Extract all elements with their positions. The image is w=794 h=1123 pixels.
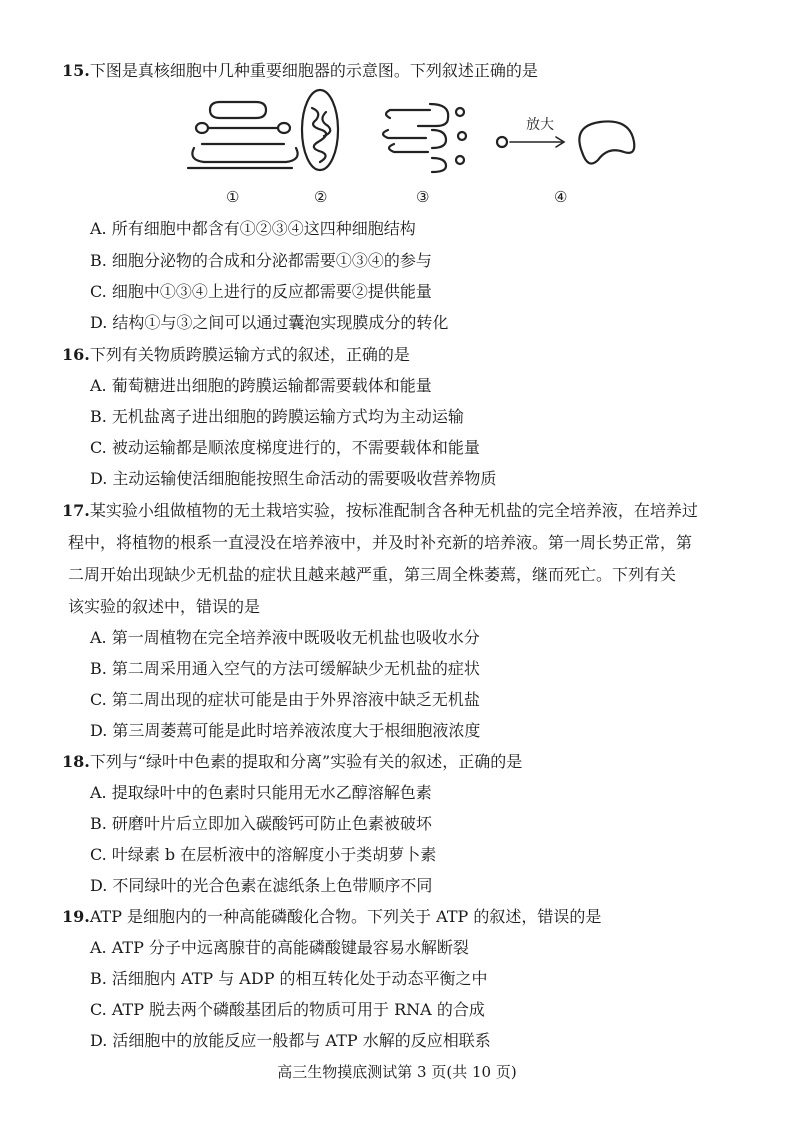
q18-option-b: B. 研磨叶片后立即加入碳酸钙可防止色素被破坏 [90,814,432,833]
question-18-stem: 18.下列与“绿叶中色素的提取和分离”实验有关的叙述，正确的是 [62,752,523,771]
q19-option-c: C. ATP 脱去两个磷酸基团后的物质可用于 RNA 的合成 [90,1000,485,1019]
q19-option-a: A. ATP 分子中远离腺苷的高能磷酸键最容易水解断裂 [90,938,469,957]
q17-option-d: D. 第三周萎蔫可能是此时培养液浓度大于根细胞液浓度 [90,721,481,740]
question-17-stem-line-4: 该实验的叙述中，错误的是 [68,597,261,616]
organelle-3-figure [383,104,466,172]
label-1: ① [226,188,240,206]
organelle-2-figure [302,90,338,170]
q16-option-a: A. 葡萄糖进出细胞的跨膜运输都需要载体和能量 [90,376,432,395]
label-4: ④ [554,188,568,206]
q17-option-b: B. 第二周采用通入空气的方法可缓解缺少无机盐的症状 [90,659,480,678]
question-17-stem-line-2: 程中，将植物的根系一直浸没在培养液中，并及时补充新的培养液。第一周长势正常，第 [68,533,693,552]
q16-option-d: D. 主动运输使活细胞能按照生命活动的需要吸收营养物质 [90,469,497,488]
q15-option-c: C. 细胞中①③④上进行的反应都需要②提供能量 [90,282,432,301]
label-3: ③ [416,188,430,206]
question-15-stem: 15.下图是真核细胞中几种重要细胞器的示意图。下列叙述正确的是 [62,61,538,80]
q15-option-a: A. 所有细胞中都含有①②③④这四种细胞结构 [90,219,416,238]
q16-option-c: C. 被动运输都是顺浓度梯度进行的，不需要载体和能量 [90,438,480,457]
question-17-stem: 17.某实验小组做植物的无土栽培实验，按标准配制含各种无机盐的完全培养液，在培养过 [62,501,698,520]
question-17-stem-line-3: 二周开始出现缺少无机盐的症状且越来越严重，第三周全株萎蔫，继而死亡。下列有关 [68,565,677,584]
q18-option-a: A. 提取绿叶中的色素时只能用无水乙醇溶解色素 [90,783,432,802]
q17-option-a: A. 第一周植物在完全培养液中既吸收无机盐也吸收水分 [90,628,480,647]
q19-option-d: D. 活细胞中的放能反应一般都与 ATP 水解的反应相联系 [90,1031,491,1050]
q18-option-d: D. 不同绿叶的光合色素在滤纸条上色带顺序不同 [90,876,433,895]
q19-option-b: B. 活细胞内 ATP 与 ADP 的相互转化处于动态平衡之中 [90,969,488,988]
label-2: ② [314,188,328,206]
page-footer: 高三生物摸底测试第 3 页(共 10 页) [277,1063,517,1081]
organelle-1-figure [188,102,298,168]
question-19-stem: 19.ATP 是细胞内的一种高能磷酸化合物。下列关于 ATP 的叙述，错误的是 [62,907,602,926]
q15-option-d: D. 结构①与③之间可以通过囊泡实现膜成分的转化 [90,313,449,332]
organelle-4-figure [497,121,634,163]
q17-option-c: C. 第二周出现的症状可能是由于外界溶液中缺乏无机盐 [90,690,480,709]
q15-option-b: B. 细胞分泌物的合成和分泌都需要①③④的参与 [90,251,432,270]
q18-option-c: C. 叶绿素 b 在层析液中的溶解度小于类胡萝卜素 [90,845,437,864]
q16-option-b: B. 无机盐离子进出细胞的跨膜运输方式均为主动运输 [90,407,464,426]
organelle-diagram [180,82,640,212]
magnify-label: 放大 [526,117,554,133]
question-16-stem: 16.下列有关物质跨膜运输方式的叙述，正确的是 [62,345,410,364]
